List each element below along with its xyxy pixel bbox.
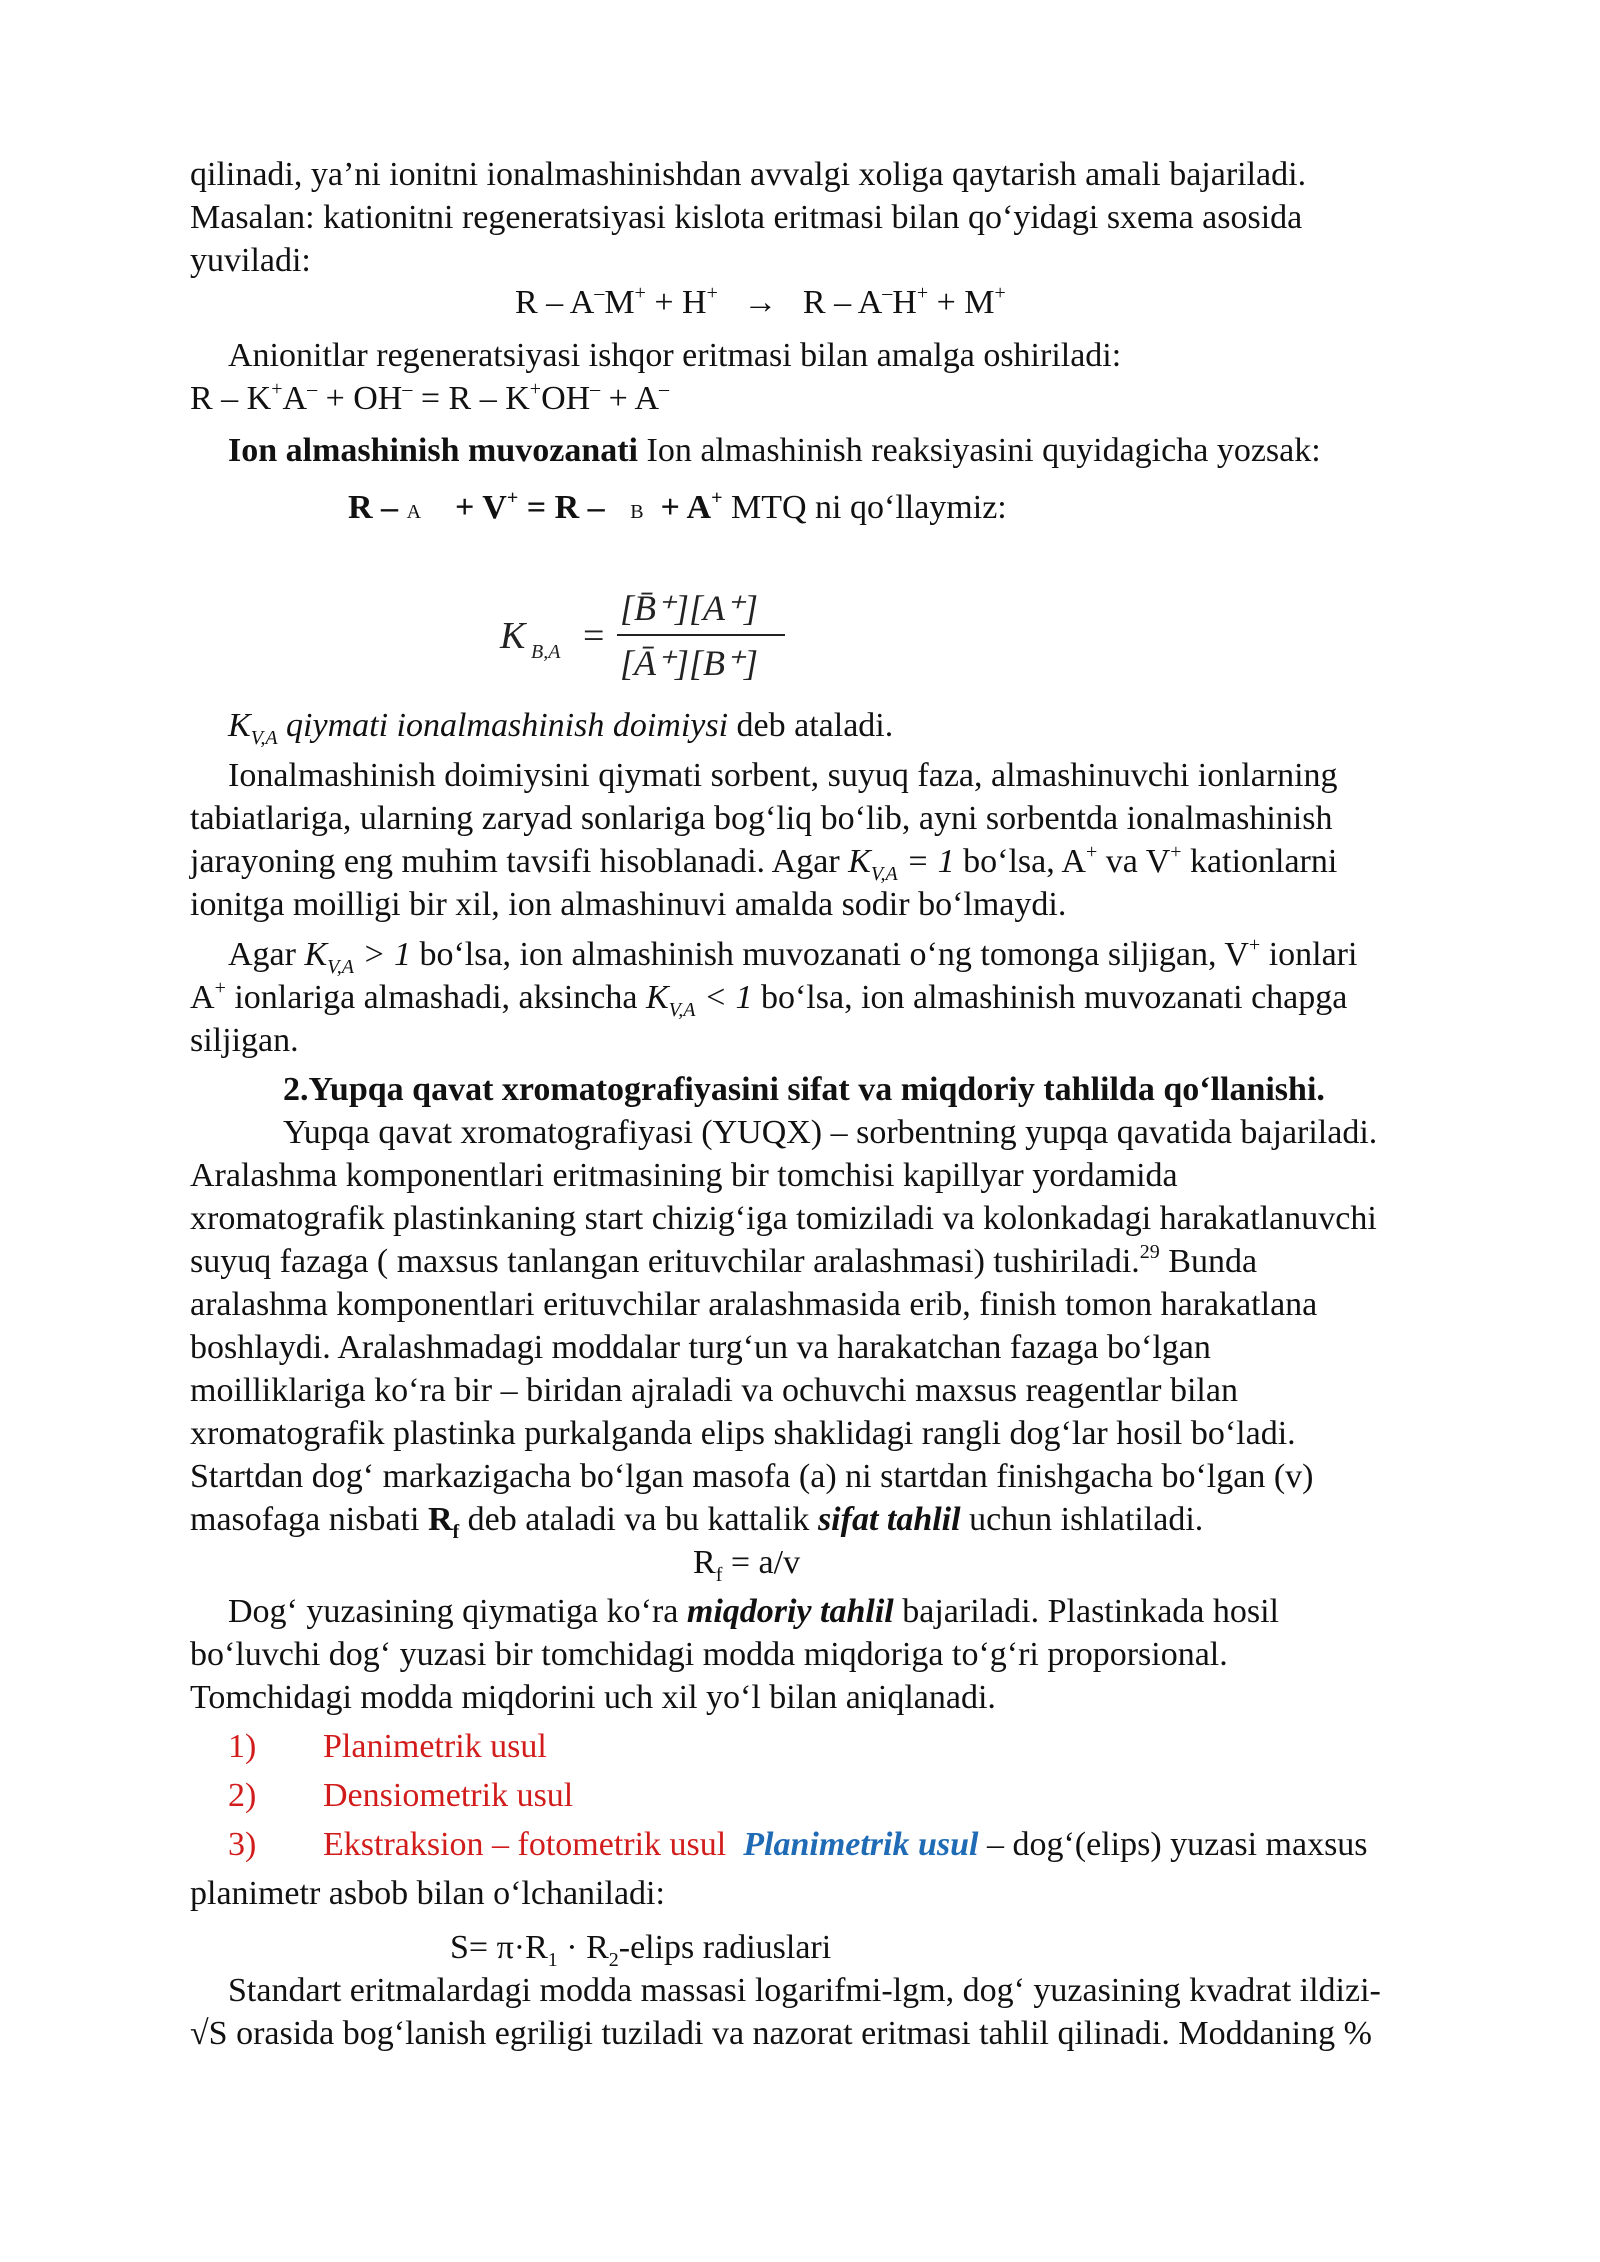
text-line: tabiatlariga, ularning zaryad sonlariga bog‘liq bo‘lib, ayni sorbentda ionalmashinish xyxy=(190,800,1333,837)
text-line: √S orasida bog‘lanish egriligi tuziladi va nazorat eritmasi tahlil qilinadi. Moddaning % xyxy=(190,2015,1372,2052)
rf-formula: $R_f = a/v$ xyxy=(693,1544,801,1586)
text-line: $K_{V,A}$ qiymati ionalmashinish doimiysi deb ataladi. xyxy=(228,707,894,749)
text-line: boshlaydi. Aralashmadagi moddalar turg‘un va harakatchan fazaga bo‘lgan xyxy=(190,1329,1211,1366)
text-line: Dog‘ yuzasining qiymatiga ko‘ra miqdoriy tahlil bajariladi. Plastinkada hosil xyxy=(228,1593,1280,1630)
text-line: Ion almashinish muvozanati Ion almashinish reaksiyasini quyidagicha yozsak: xyxy=(228,432,1321,469)
equation-cation-regeneration: R – A–M+ + H+ → R – A–H+ + M+ xyxy=(515,281,1006,321)
text-line: Aralashma komponentlari eritmasining bir tomchisi kapillyar yordamida xyxy=(190,1157,1178,1194)
equilibrium-constant-formula xyxy=(495,580,815,690)
text-line: xromatografik plastinka purkalganda elips shaklidagi rangli dog‘lar hosil bo‘ladi. xyxy=(190,1415,1296,1452)
svg-text:[B̄⁺][A⁺]: [B̄⁺][A⁺] xyxy=(620,588,759,628)
text-line: planimetr asbob bilan o‘lchaniladi: xyxy=(190,1875,665,1912)
text-line: Startdan dog‘ markazigacha bo‘lgan masofa (a) ni startdan finishgacha bo‘lgan (v) xyxy=(190,1458,1314,1495)
text-line: A+ ionlariga almashadi, aksincha $K_{V,A} < 1$ bo‘lsa, ion almashinish muvozanati chapga xyxy=(190,976,1348,1021)
text-line: moilliklariga ko‘ra bir – biridan ajraladi va ochuvchi maxsus reagentlar bilan xyxy=(190,1372,1238,1409)
list-item: 3) Ekstraksion – fotometrik usul Planimetrik usul – dog‘(elips) yuzasi maxsus xyxy=(228,1826,1368,1863)
svg-text:B,A: B,A xyxy=(531,641,561,663)
svg-text:K: K xyxy=(500,615,526,657)
text-line: aralashma komponentlari erituvchilar aralashmasida erib, finish tomon harakatlana xyxy=(190,1286,1318,1323)
svg-text:[Ā⁺][B⁺]: [Ā⁺][B⁺] xyxy=(620,643,759,683)
text-line: siljigan. xyxy=(190,1022,299,1059)
text-line: Ionalmashinish doimiysini qiymati sorbent, suyuq faza, almashinuvchi ionlarning xyxy=(228,757,1338,794)
area-formula: $S= \pi\cdot R_1$ · $R_2$-elips radiuslari xyxy=(450,1929,832,1971)
text-line: Standart eritmalardagi modda massasi logarifmi-lgm, dog‘ yuzasining kvadrat ildizi- xyxy=(228,1972,1381,2009)
footnote-ref: 29 xyxy=(1139,1240,1160,1263)
text-line: ionitga moilligi bir xil, ion almashinuvi amalda sodir bo‘lmaydi. xyxy=(190,886,1067,923)
text-line: qilinadi, ya’ni ionitni ionalmashinishdan avvalgi xoliga qaytarish amali bajariladi. xyxy=(190,156,1307,193)
text-line: jarayoning eng muhim tavsifi hisoblanadi. Agar $K_{V,A} = 1$ bo‘lsa, A+ va V+ kationlarni xyxy=(190,840,1338,885)
equation-ion-exchange: R – A + V+ = R – B + A+ MTQ ni qo‘llaymiz: xyxy=(348,486,1007,526)
text-line: Tomchidagi modda miqdorini uch xil yo‘l bilan aniqlanadi. xyxy=(190,1679,996,1716)
list-item: 1) Planimetrik usul xyxy=(228,1728,547,1765)
text-line: Anionitlar regeneratsiyasi ishqor eritmasi bilan amalga oshiriladi: xyxy=(228,337,1122,374)
text-line: masofaga nisbati $R_f$ deb ataladi va bu kattalik sifat tahlil uchun ishlatiladi. xyxy=(190,1501,1204,1543)
arrow-icon: → xyxy=(743,284,778,321)
text-line: xromatografik plastinkaning start chizig‘iga tomiziladi va kolonkadagi harakatlanuvchi xyxy=(190,1200,1377,1237)
text-line: bo‘luvchi dog‘ yuzasi bir tomchidagi modda miqdoriga to‘g‘ri proporsional. xyxy=(190,1636,1228,1673)
list-item: 2) Densiometrik usul xyxy=(228,1777,574,1814)
section-heading: 2.Yupqa qavat xromatografiyasini sifat va miqdoriy tahlilda qo‘llanishi. xyxy=(283,1071,1325,1108)
text-line: Agar $K_{V,A} > 1$ bo‘lsa, ion almashinish muvozanati o‘ng tomonga siljigan, V+ ionlari xyxy=(228,933,1358,978)
equation-anion-regeneration: R – K+A– + OH– = R – K+OH– + A– xyxy=(190,377,670,417)
text-line: suyuq fazaga ( maxsus tanlangan erituvchilar aralashmasi) tushiriladi.$^{29}$ Bunda xyxy=(190,1240,1258,1280)
text-line: Masalan: kationitni regeneratsiyasi kislota eritmasi bilan qo‘yidagi sxema asosida xyxy=(190,199,1303,236)
text-line: yuviladi: xyxy=(190,242,311,279)
text-line: Yupqa qavat xromatografiyasi (YUQX) – sorbentning yupqa qavatida bajariladi. xyxy=(283,1114,1378,1151)
svg-text:=: = xyxy=(583,615,605,657)
